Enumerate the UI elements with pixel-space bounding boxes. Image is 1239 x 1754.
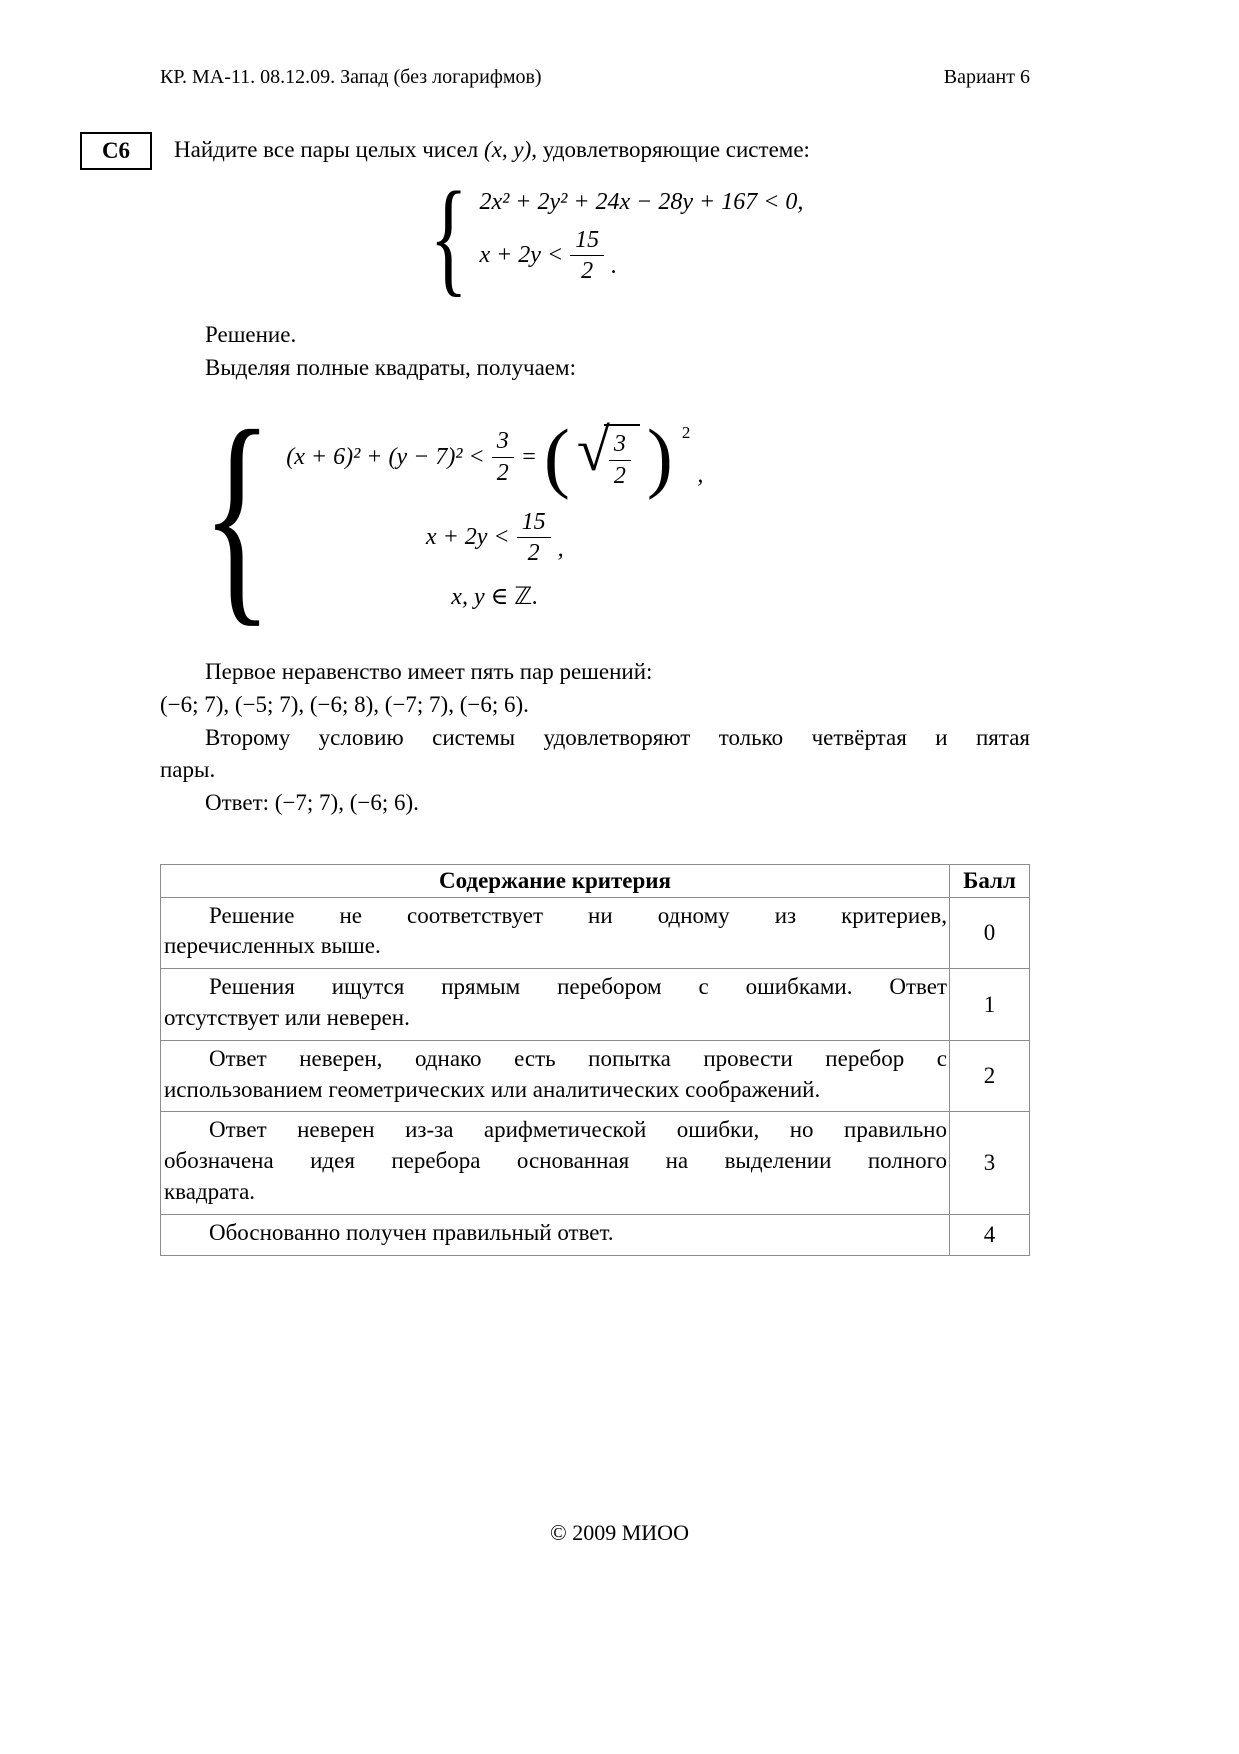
- system-brace-icon: {: [429, 166, 468, 308]
- problem-system-lines: [479, 189, 803, 286]
- open-paren: (: [543, 412, 570, 500]
- criteria-cell: [161, 1214, 950, 1255]
- squares-inequality-lhs: (x + 6)² + (y − 7)² <: [286, 443, 485, 470]
- fraction-15-2: [517, 508, 551, 568]
- fraction-denominator: 2: [581, 258, 594, 284]
- criteria-text-line: Ответ неверен из-за арифметической ошибки, но правильно: [209, 1117, 947, 1143]
- criteria-text-line: перечисленных выше.: [164, 933, 381, 959]
- answer-line: Ответ: (−7; 7), (−6; 6).: [205, 789, 419, 815]
- pairs-intro: Первое неравенство имеет пять пар решений:: [205, 659, 653, 685]
- solution-line-3: [451, 582, 538, 611]
- criteria-text-line: Обоснованно получен правильный ответ.: [209, 1219, 614, 1245]
- solution-pairs: (−6; 7), (−5; 7), (−6; 8), (−7; 7), (−6; 6).: [160, 691, 529, 717]
- integers-condition: x, y ∈ ℤ.: [451, 583, 539, 610]
- score-cell: 3: [950, 1112, 1030, 1214]
- fraction-numerator: 15: [517, 508, 551, 538]
- equals-sign: =: [520, 443, 537, 470]
- solution-line-2: [426, 508, 564, 568]
- close-paren: ): [646, 412, 673, 500]
- criteria-text-line: Решения ищутся прямым перебором с ошибками. Ответ: [209, 974, 947, 1000]
- criteria-header-cell: Содержание критерия: [161, 864, 950, 897]
- system-brace-icon: {: [201, 383, 273, 647]
- copyright-footer: © 2009 МИОО: [550, 1520, 689, 1545]
- second-condition-line-2: пары.: [160, 757, 216, 783]
- table-row: [161, 1214, 1030, 1255]
- solution-intro: Выделяя полные квадраты, получаем:: [205, 354, 576, 380]
- fraction-3-2: [492, 427, 514, 487]
- system-line-2: [479, 226, 617, 286]
- criteria-text-line: отсутствует или неверен.: [164, 1005, 410, 1031]
- fraction-3-2: [609, 430, 631, 490]
- fraction-numerator: 3: [492, 427, 514, 457]
- criteria-text-line: Решение не соответствует ни одному из критериев,: [209, 902, 947, 928]
- criteria-cell: [161, 1040, 950, 1112]
- inequality-linear-lhs: x + 2y <: [479, 242, 564, 268]
- line-period: .: [611, 253, 618, 280]
- criteria-cell: [161, 969, 950, 1041]
- solution-system: [180, 383, 1030, 647]
- table-row: [161, 1040, 1030, 1112]
- solution-system-lines: [286, 412, 704, 611]
- page-content: [101, 0, 1030, 1256]
- page-header: [160, 0, 1030, 89]
- statement-text-post: , удовлетворяющие системе:: [531, 137, 810, 162]
- table-row: [161, 1112, 1030, 1214]
- criteria-text-line: использованием геометрических или аналитических соображений.: [164, 1076, 821, 1102]
- fraction-denominator: 2: [613, 462, 626, 489]
- radical-icon: √: [576, 417, 610, 483]
- table-row: [161, 897, 1030, 969]
- system-line-1: [479, 189, 803, 216]
- second-condition-line-1: Второму условию системы удовлетворяют только четвёртая и пятая: [205, 724, 1030, 750]
- problem-system: [418, 166, 1030, 308]
- criteria-cell: [161, 1112, 950, 1214]
- statement-text-pre: Найдите все пары целых чисел: [174, 137, 485, 162]
- criteria-text-line: квадрата.: [164, 1179, 256, 1205]
- score-cell: 1: [950, 969, 1030, 1041]
- fraction-denominator: 2: [527, 540, 540, 567]
- problem-statement-row: [101, 137, 1030, 163]
- problem-label-box: [80, 132, 152, 170]
- criteria-table: [160, 864, 1030, 1256]
- fraction-numerator: 3: [609, 430, 631, 460]
- linear-inequality-lhs: x + 2y <: [425, 524, 510, 551]
- score-cell: 2: [950, 1040, 1030, 1112]
- table-row: [161, 969, 1030, 1041]
- line-comma: ,: [557, 535, 564, 562]
- score-cell: 0: [950, 897, 1030, 969]
- criteria-text-line: обозначена идея перебора основанная на выделении полного: [164, 1148, 947, 1174]
- line-comma: ,: [697, 462, 704, 489]
- inequality-quadratic: 2x² + 2y² + 24x − 28y + 167 < 0,: [479, 188, 804, 215]
- header-variant-label: Вариант 6: [943, 66, 1030, 88]
- fraction-15-2: [570, 226, 604, 286]
- criteria-header-row: [161, 864, 1030, 897]
- solution-heading: Решение.: [205, 322, 297, 347]
- fraction-numerator: 15: [570, 226, 604, 256]
- criteria-cell: [161, 897, 950, 969]
- exponent-2: 2: [681, 422, 691, 442]
- problem-label: С6: [101, 138, 131, 163]
- square-root: [576, 417, 640, 490]
- score-header-cell: Балл: [950, 864, 1030, 897]
- fraction-denominator: 2: [496, 459, 509, 486]
- score-cell: 4: [950, 1214, 1030, 1255]
- solution-line-1: [286, 412, 704, 500]
- statement-math-xy: (x, y): [484, 137, 532, 162]
- criteria-text-line: Ответ неверен, однако есть попытка провести перебор с: [209, 1045, 947, 1071]
- header-left-title: КР. МА-11. 08.12.09. Запад (без логарифмов): [160, 66, 542, 88]
